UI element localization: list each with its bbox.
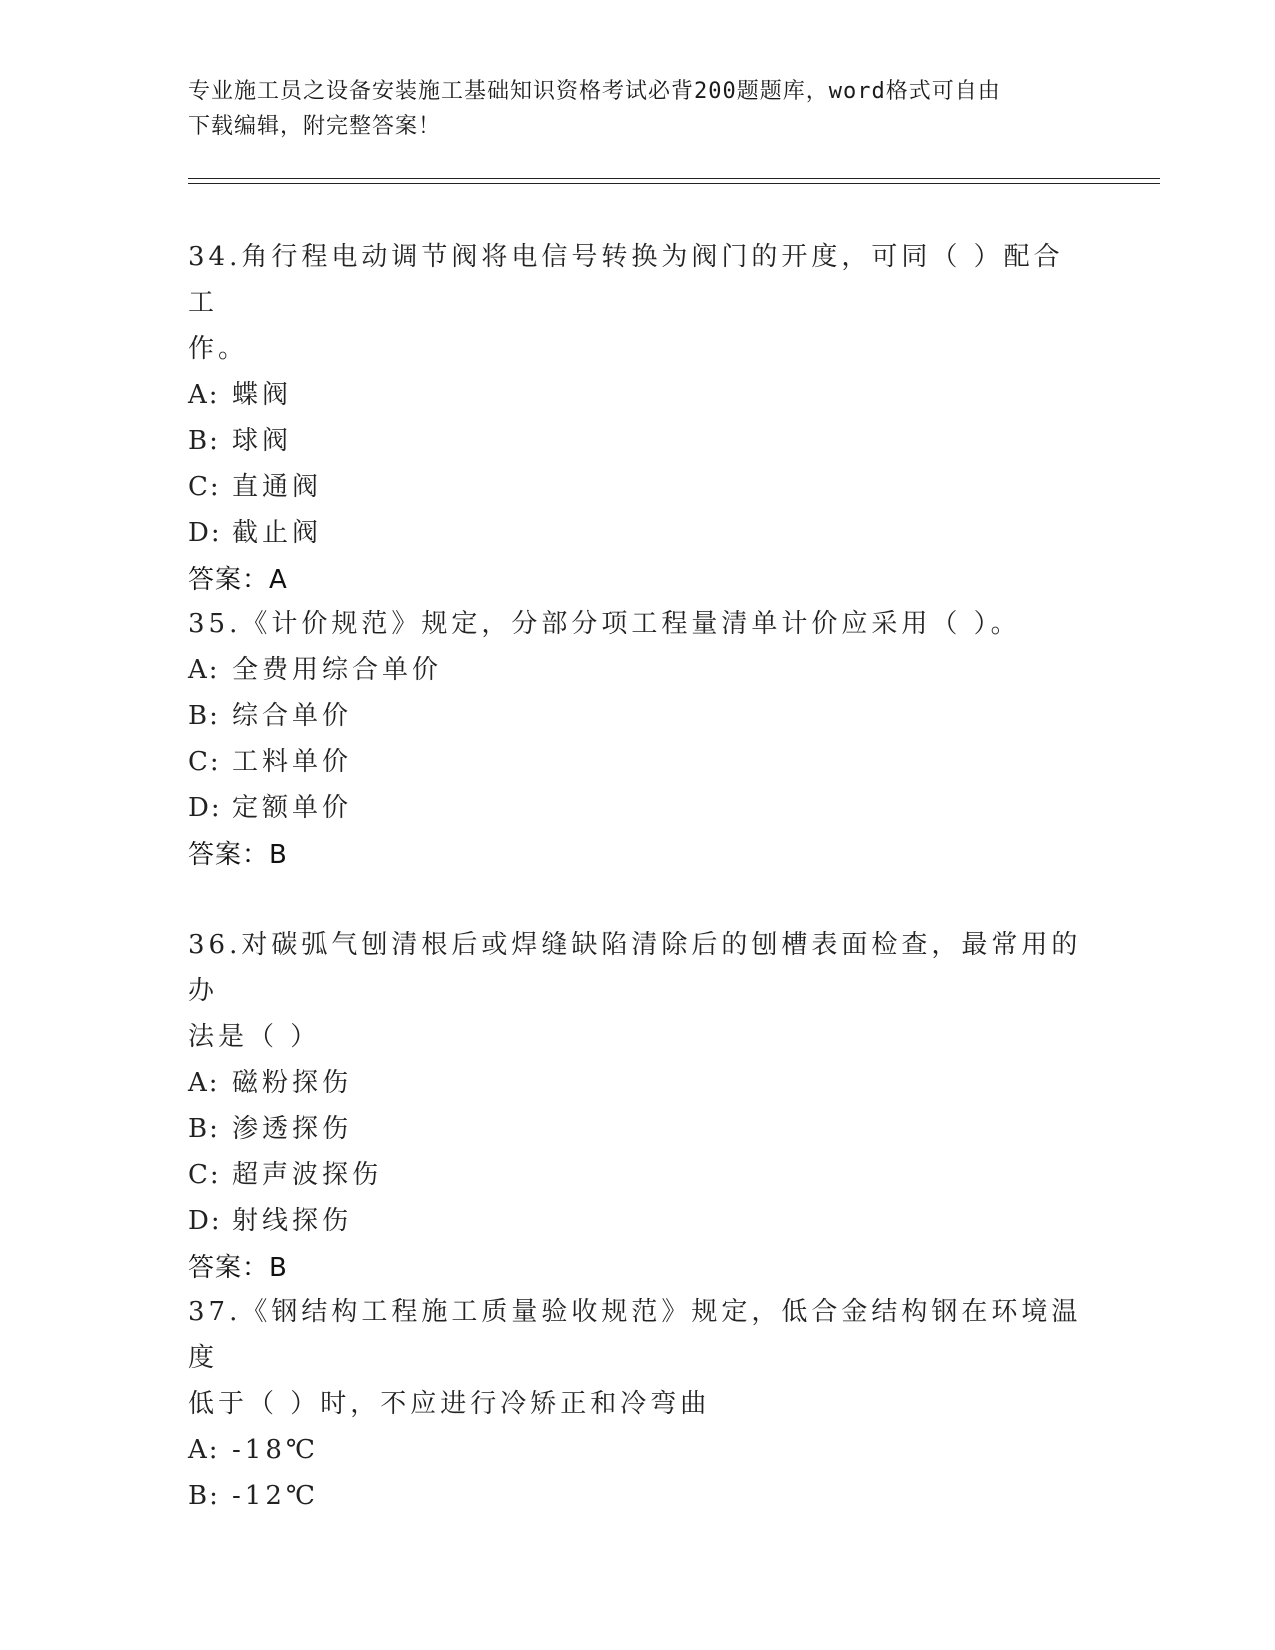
- option-b: [188, 693, 1088, 739]
- option-letter: D:: [188, 793, 222, 823]
- option-text: -18℃: [232, 1435, 319, 1465]
- option-letter: D:: [188, 518, 222, 548]
- option-text: 磁粉探伤: [232, 1068, 353, 1098]
- option-letter: A:: [188, 1435, 220, 1465]
- option-d: [188, 1198, 1088, 1244]
- option-letter: A:: [188, 655, 220, 685]
- question-stem-line: 37.《钢结构工程施工质量验收规范》规定，低合金结构钢在环境温度: [188, 1297, 1082, 1373]
- option-c: [188, 464, 1088, 510]
- option-text: 蝶阀: [232, 380, 293, 410]
- header-divider-bottom: [188, 183, 1160, 184]
- header-divider-top: [188, 178, 1160, 179]
- option-letter: C:: [188, 472, 221, 502]
- option-a: [188, 372, 1088, 418]
- option-b: [188, 418, 1088, 464]
- document-header: [188, 74, 1088, 144]
- question-stem-line: 低于（ ）时，不应进行冷矫正和冷弯曲: [188, 1389, 711, 1419]
- question-stem-line: 法是（ ）: [188, 1022, 321, 1052]
- option-d: [188, 510, 1088, 556]
- option-c: [188, 1152, 1088, 1198]
- option-a: [188, 1060, 1088, 1106]
- option-letter: B:: [188, 701, 220, 731]
- option-letter: B:: [188, 1481, 220, 1511]
- option-text: 综合单价: [232, 701, 353, 731]
- question-stem-line: 35.《计价规范》规定，分部分项工程量清单计价应采用（ ）。: [188, 609, 1021, 639]
- option-text: 球阀: [232, 426, 293, 456]
- option-text: 全费用综合单价: [232, 655, 443, 685]
- question-stem: [188, 234, 1088, 372]
- option-text: 渗透探伤: [232, 1114, 353, 1144]
- option-a: [188, 1427, 1088, 1473]
- option-text: 截止阀: [232, 518, 323, 548]
- header-line-1: 专业施工员之设备安装施工基础知识资格考试必背200题题库，word格式可自由: [188, 79, 1001, 104]
- option-c: [188, 739, 1088, 785]
- option-letter: D:: [188, 1206, 222, 1236]
- option-b: [188, 1106, 1088, 1152]
- option-text: 射线探伤: [232, 1206, 353, 1236]
- option-a: [188, 647, 1088, 693]
- option-letter: B:: [188, 426, 220, 456]
- option-letter: A:: [188, 380, 220, 410]
- option-b: [188, 1473, 1088, 1519]
- answer-line: 答案：B: [188, 1253, 288, 1283]
- question-35: [188, 601, 1088, 879]
- option-letter: A:: [188, 1068, 220, 1098]
- answer-line: 答案：B: [188, 840, 288, 870]
- question-stem-line: 作。: [188, 334, 249, 364]
- option-text: -12℃: [232, 1481, 319, 1511]
- question-stem: [188, 1289, 1088, 1427]
- question-stem: [188, 922, 1088, 1060]
- question-stem-line: 36.对碳弧气刨清根后或焊缝缺陷清除后的刨槽表面检查，最常用的办: [188, 930, 1082, 1006]
- option-text: 超声波探伤: [232, 1160, 383, 1190]
- answer-line: 答案：A: [188, 565, 288, 595]
- option-letter: C:: [188, 1160, 221, 1190]
- option-letter: B:: [188, 1114, 220, 1144]
- question-34: [188, 234, 1088, 604]
- option-text: 直通阀: [232, 472, 323, 502]
- option-text: 定额单价: [232, 793, 353, 823]
- question-37: [188, 1289, 1088, 1519]
- question-36: [188, 922, 1088, 1292]
- question-stem: [188, 601, 1088, 647]
- header-line-2: 下载编辑，附完整答案！: [188, 114, 442, 139]
- option-text: 工料单价: [232, 747, 353, 777]
- option-letter: C:: [188, 747, 221, 777]
- option-d: [188, 785, 1088, 831]
- question-stem-line: 34.角行程电动调节阀将电信号转换为阀门的开度，可同（ ）配合工: [188, 242, 1064, 318]
